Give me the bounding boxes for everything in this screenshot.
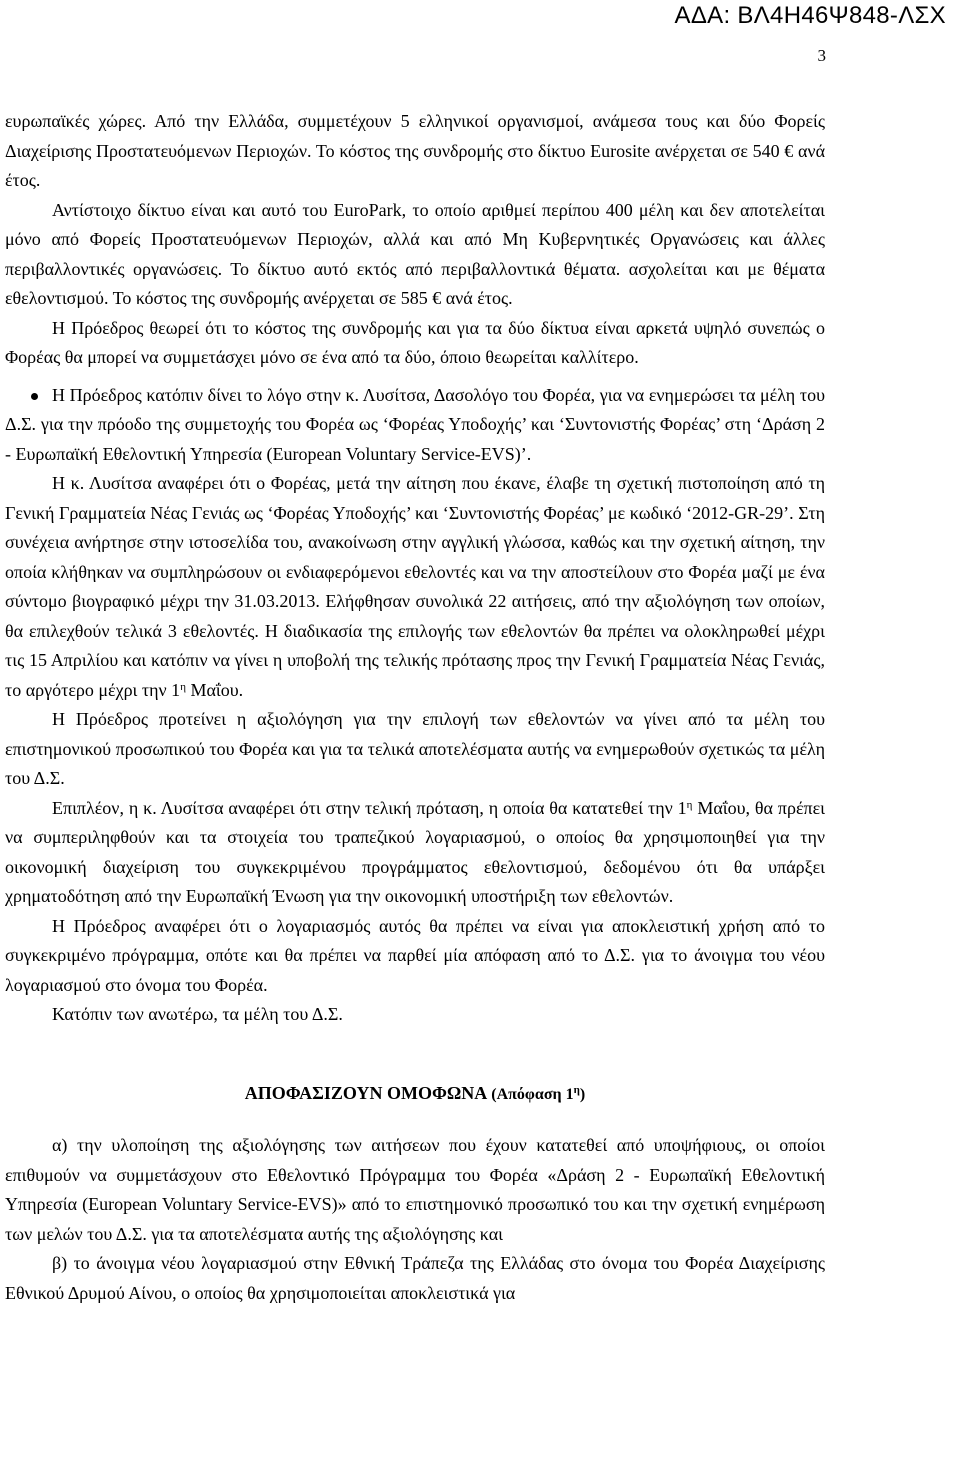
bullet-text: Η Πρόεδρος κατόπιν δίνει το λόγο στην κ. Λυσίτσα, Δασολόγο του Φορέα, για να ενημερώσει τα μέλη του Δ.Σ. για την πρόοδο της συμμετοχής του Φορέα ως ‘Φορέας Υποδοχής’ και ‘Συντονιστής Φορέας’ στη ‘Δράση 2 - Ευρωπαϊκή Εθελοντική Υπηρεσία (European Voluntary Service-EVS)’. (5, 384, 825, 464)
decision-item-b: β) το άνοιγμα νέου λογαριασμού στην Εθνική Τράπεζα της Ελλάδας στο όνομα του Φορέα Διαχείρισης Εθνικού Δρυμού Αίνου, ο οποίος θα χρησιμοποιείται αποκλειστικά για (5, 1253, 825, 1303)
paragraph-board-members: Κατόπιν των ανωτέρω, τα μέλη του Δ.Σ. (52, 1004, 343, 1024)
ordinal-superscript: η (573, 1083, 580, 1096)
bank-account-text-rest: Μαΐου, θα πρέπει να συμπεριληφθούν και τα στοιχεία του τραπεζικού λογαριασμού, ο οποίος θα χρησιμοποιηθεί για την οικονομική διαχείριση του συγκεκριμένου προγράμματος εθελοντισμού, δεδομένου ότι θα υπάρξει χρηματοδότηση από την Ευρωπαϊκή Ένωση για την οικονομική υποστήριξη των εθελοντών. (5, 797, 825, 906)
bullet-icon (31, 393, 38, 400)
bullet-item-lysitsa (5, 381, 825, 470)
document-body (5, 107, 825, 1308)
decision-item-a: α) την υλοποίηση της αξιολόγησης των αιτήσεων που έχουν κατατεθεί από υποψήφιους, οι οποίοι επιθυμούν να συμμετάσχουν στο Εθελοντικό Πρόγραμμα του Φορέα «Δράση 2 - Ευρωπαϊκή Εθελοντική Υπηρεσία (European Voluntary Service-EVS)» από το επιστημονικό προσωπικό του και την σχετική ενημέρωση των μελών του Δ.Σ. για τα αποτελέσματα αυτής της αξιολόγησης και (5, 1135, 825, 1244)
ordinal-superscript: η (180, 680, 186, 693)
paragraph-bank-account-info (5, 794, 825, 912)
paragraph-eurosite: ευρωπαϊκές χώρες. Από την Ελλάδα, συμμετέχουν 5 ελληνικοί οργανισμοί, ανάμεσα τους και δύο Φορείς Διαχείρισης Προστατευόμενων Περιοχών. Το κόστος της συνδρομής στο δίκτυο Eurosite ανέρχεται σε 540 € ανά έτος. (5, 111, 825, 190)
certification-text: Η κ. Λυσίτσα αναφέρει ότι ο Φορέας, μετά την αίτηση που έκανε, έλαβε τη σχετική πιστοποίηση από τη Γενική Γραμματεία Νέας Γενιάς ως ‘Φορέας Υποδοχής’ και ‘Συντονιστής Φορέας’ με κωδικό ‘2012-GR-29’. Στη συνέχεια ανήρτησε στην ιστοσελίδα του, ανακοίνωση στην αγγλική γλώσσα, καθώς και την σχετική αίτηση, την οποία κλήθηκαν να συμπληρώσουν οι ενδιαφερόμενοι εθελοντές και να την αποστείλουν στο Φορέα μαζί με ένα σύντομο βιογραφικό μέχρι την 31.03.2013. Ελήφθησαν συνολικά 22 αιτήσεις, από την αξιολόγηση των οποίων, θα επιλεχθούν τελικά 3 εθελοντές. Η διαδικασία της επιλογής των εθελοντών θα πρέπει να ολοκληρωθεί μέχρι τις 15 Απριλίου και κατόπιν να γίνει η υποβολή της τελικής πρότασης προς την Γενική Γραμματεία Νέας Γενιάς, το αργότερο μέχρι την 1 (5, 473, 825, 700)
ordinal-superscript: η (686, 798, 693, 811)
page-number: 3 (817, 46, 826, 65)
decision-title: ΑΠΟΦΑΣΙΖΟΥΝ ΟΜΟΦΩΝΑ (244, 1082, 488, 1103)
paragraph-exclusive-account: Η Πρόεδρος αναφέρει ότι ο λογαριασμός αυτός θα πρέπει να είναι για αποκλειστική χρήση από το συγκεκριμένο πρόγραμμα, οπότε και θα πρέπει να παρθεί μία απόφαση από το Δ.Σ. για το άνοιγμα του νέου λογαριασμού στο όνομα του Φορέα. (5, 915, 825, 995)
bank-account-text-start: Επιπλέον, η κ. Λυσίτσα αναφέρει ότι στην τελική πρόταση, η οποία θα κατατεθεί την 1 (52, 797, 687, 818)
paragraph-europark: Αντίστοιχο δίκτυο είναι και αυτό του EuroPark, το οποίο αριθμεί περίπου 400 μέλη και δεν αποτελείται μόνο από Φορείς Προστατευόμενων Περιοχών, αλλά και από Μη Κυβερνητικές Οργανώσεις και άλλες περιβαλλοντικές οργανώσεις. Το δίκτυο αυτό εκτός από περιβαλλοντικά θέματα. ασχολείται και με θέματα εθελοντισμού. Το κόστος της συνδρομής ανέρχεται σε 585 € ανά έτος. (5, 199, 825, 308)
certification-end: Μαΐου. (185, 679, 244, 700)
paragraph-president-opinion: Η Πρόεδρος θεωρεί ότι το κόστος της συνδρομής και για τα δύο δίκτυα είναι αρκετά υψηλό συνεπώς ο Φορέας θα μπορεί να συμμετάσχει μόνο σε ένα από τα δύο, όποιο θεωρείται καλλίτερο. (5, 317, 825, 367)
decision-subtitle: (Απόφαση $1^\eta$) (487, 1083, 586, 1103)
ada-code-header: ΑΔΑ: ΒΛ4Η46Ψ848-ΛΣΧ (674, 2, 946, 29)
decision-heading (5, 1079, 825, 1110)
paragraph-certification (5, 469, 825, 705)
paragraph-evaluation-proposal: Η Πρόεδρος προτείνει η αξιολόγηση για την επιλογή των εθελοντών να γίνει από τα μέλη του επιστημονικού προσωπικού του Φορέα και για τα τελικά αποτελέσματα αυτής να ενημερωθούν σχετικώς τα μέλη του Δ.Σ. (5, 709, 825, 788)
